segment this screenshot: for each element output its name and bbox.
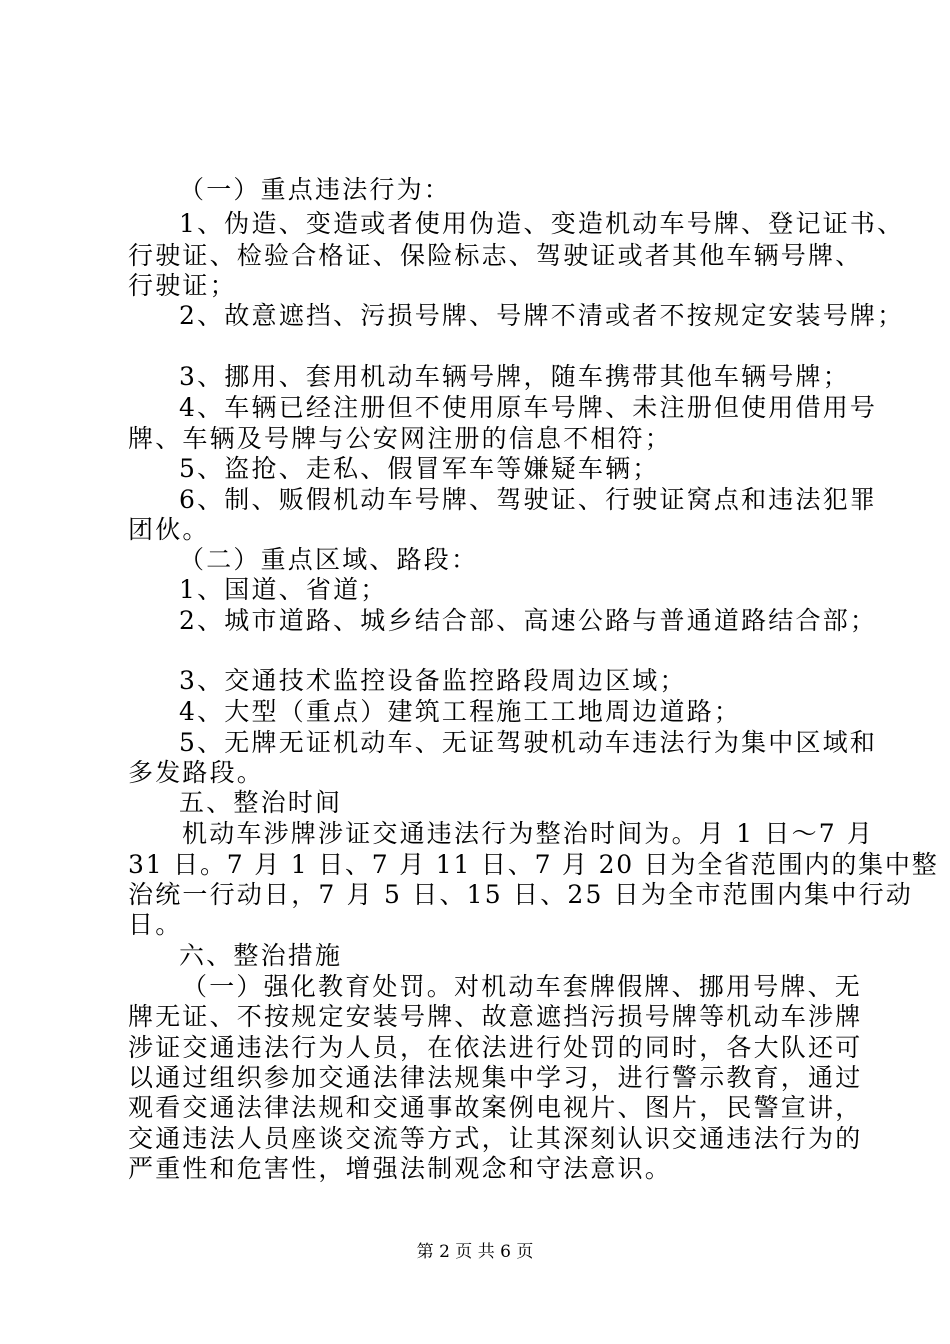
- paragraph-line: 多发路段。: [128, 758, 265, 787]
- list-item: 6、制、贩假机动车号牌、驾驶证、行驶证窝点和违法犯罪: [179, 485, 878, 514]
- paragraph-line: 涉证交通违法行为人员，在依法进行处罚的同时，各大队还可: [128, 1033, 863, 1062]
- list-item: 2、故意遮挡、污损号牌、号牌不清或者不按规定安装号牌；: [179, 301, 905, 330]
- list-item: 5、无牌无证机动车、无证驾驶机动车违法行为集中区域和: [179, 728, 878, 757]
- paragraph-line: 行驶证、检验合格证、保险标志、驾驶证或者其他车辆号牌、: [128, 241, 863, 270]
- paragraph-line: 机动车涉牌涉证交通违法行为整治时间为。月 1 日～7 月: [182, 819, 875, 848]
- list-item: 3、交通技术监控设备监控路段周边区域；: [179, 666, 687, 695]
- list-item: 1、国道、省道；: [179, 575, 388, 604]
- paragraph-line: 观看交通法律法规和交通事故案例电视片、图片，民警宣讲，: [128, 1093, 863, 1122]
- list-item: 4、大型（重点）建筑工程施工工地周边道路；: [179, 697, 742, 726]
- paragraph-line: 以通过组织参加交通法律法规集中学习，进行警示教育，通过: [128, 1063, 863, 1092]
- list-item: 1、伪造、变造或者使用伪造、变造机动车号牌、登记证书、: [179, 209, 905, 238]
- section-heading: 六、整治措施: [179, 941, 343, 970]
- subsection-heading: （一）重点违法行为：: [179, 175, 452, 204]
- list-item: 5、盗抢、走私、假冒军车等嫌疑车辆；: [179, 454, 660, 483]
- paragraph-line: 团伙。: [128, 515, 210, 544]
- paragraph-line: 牌、车辆及号牌与公安网注册的信息不相符；: [128, 424, 673, 453]
- paragraph-line: 日。: [128, 910, 183, 939]
- paragraph-line: 牌无证、不按规定安装号牌、故意遮挡污损号牌等机动车涉牌: [128, 1002, 863, 1031]
- list-item: 3、挪用、套用机动车辆号牌，随车携带其他车辆号牌；: [179, 362, 850, 391]
- subsection-heading: （二）重点区域、路段：: [179, 545, 479, 574]
- paragraph-line: 行驶证；: [128, 271, 237, 300]
- paragraph-line: （一）强化教育处罚。对机动车套牌假牌、挪用号牌、无: [182, 972, 863, 1001]
- section-heading: 五、整治时间: [179, 788, 343, 817]
- paragraph-line: 交通违法人员座谈交流等方式，让其深刻认识交通违法行为的: [128, 1124, 863, 1153]
- list-item: 2、城市道路、城乡结合部、高速公路与普通道路结合部；: [179, 606, 878, 635]
- list-item: 4、车辆已经注册但不使用原车号牌、未注册但使用借用号: [179, 393, 878, 422]
- page-number-footer: 第 2 页 共 6 页: [416, 1242, 534, 1262]
- paragraph-line: 治统一行动日，7 月 5 日、15 日、25 日为全市范围内集中行动: [128, 880, 913, 909]
- paragraph-line: 31 日。7 月 1 日、7 月 11 日、7 月 20 日为全省范围内的集中整: [128, 850, 939, 879]
- paragraph-line: 严重性和危害性，增强法制观念和守法意识。: [128, 1154, 673, 1183]
